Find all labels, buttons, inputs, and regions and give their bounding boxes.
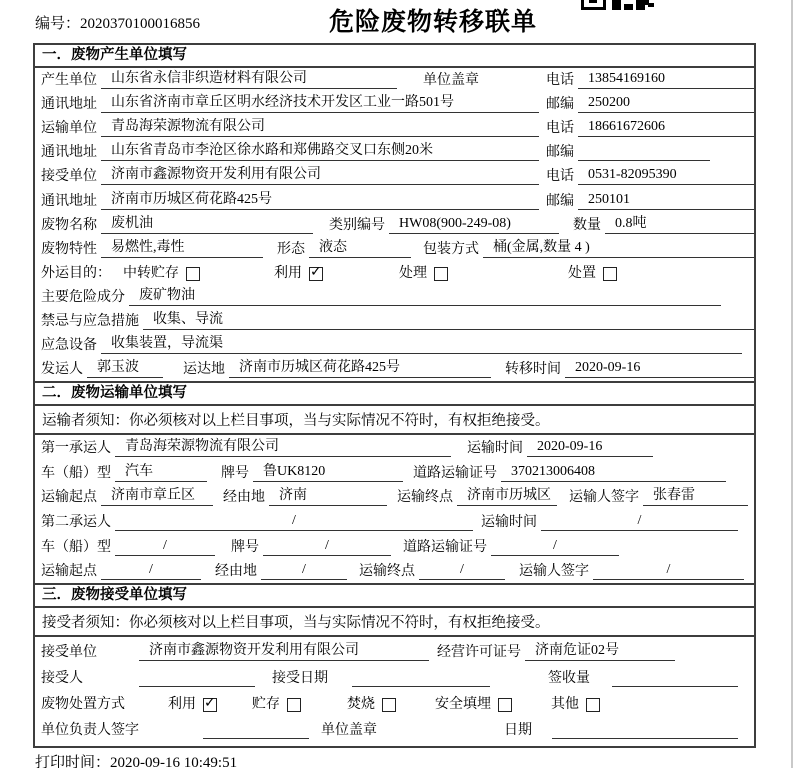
checkbox-disposal-tianmai-icon [498, 698, 512, 712]
taboo-field: 收集、导流 [143, 308, 754, 330]
form-field: 液态 [309, 236, 411, 258]
qty-field: 0.8吨 [605, 212, 754, 234]
receive-zip-field: 250101 [578, 192, 754, 210]
manifest-form [33, 43, 756, 748]
transfer-time-field: 2020-09-16 [565, 360, 754, 378]
produce-unit-label: 产生单位 [41, 73, 97, 89]
transfer-time-label: 转移时间 [505, 362, 561, 378]
purpose-option-chuzhi [568, 262, 617, 282]
license-field: 济南危证02号 [525, 639, 675, 661]
via1-label: 经由地 [223, 490, 265, 506]
receive-phone-label: 电话 [546, 169, 574, 185]
purpose-liyong-label: 利用 [274, 265, 302, 281]
receive-unit-s3-label: 接受单位 [41, 644, 97, 660]
transport-time1-field: 2020-09-16 [527, 439, 653, 457]
waste-name-field: 废机油 [101, 212, 313, 234]
produce-unit-field: 山东省永信非织造材料有限公司 [101, 67, 397, 89]
purpose-zhongzhuan-label: 中转贮存 [123, 265, 179, 281]
via2-field: / [261, 562, 347, 580]
date-field [552, 737, 738, 739]
vehicle1-label: 车（船）型 [41, 465, 111, 481]
row-disposal [35, 690, 754, 716]
shipper-label: 发运人 [41, 362, 83, 378]
pack-label: 包装方式 [423, 241, 479, 257]
checkbox-disposal-liyong-checked-icon [203, 694, 217, 712]
equipment-field: 收集装置，导流渠 [101, 332, 742, 354]
plate2-label: 牌号 [231, 539, 259, 555]
taboo-label: 禁忌与应急措施 [41, 314, 139, 330]
hazard-field: 废矿物油 [129, 284, 721, 306]
transporter-notice: 运输者须知：你必须核对以上栏目事项，当与实际情况不符时，有权拒绝接受。 [35, 406, 754, 435]
vehicle2-field: / [115, 538, 215, 556]
transport-phone-field: 18661672606 [578, 119, 754, 137]
receive-date-label: 接受日期 [272, 670, 328, 686]
purpose-chuzhi-label: 处置 [568, 265, 596, 281]
checkbox-chuzhi-icon [603, 267, 617, 281]
checkbox-disposal-zhucun-icon [287, 698, 301, 712]
doc-number-value: 2020370100016856 [80, 16, 201, 32]
transport-address-field: 山东省青岛市李沧区徐水路和郑佛路交叉口东侧20米 [101, 139, 539, 161]
row-receive-unit [35, 164, 754, 188]
row-route2 [35, 559, 754, 584]
row-receiver [35, 664, 754, 690]
receiver-field [139, 685, 255, 687]
qr-code-fragment [581, 0, 657, 10]
transport-zip-field [578, 159, 710, 161]
origin1-label: 运输起点 [41, 490, 97, 506]
receive-phone-field: 0531-82095390 [578, 167, 754, 185]
row-receive-address [35, 188, 754, 212]
dest-label: 运达地 [183, 362, 225, 378]
row-equipment [35, 333, 754, 357]
receive-date-field [352, 685, 490, 687]
road-permit1-label: 道路运输证号 [413, 465, 497, 481]
produce-phone-label: 电话 [546, 73, 574, 89]
seal-s3-label: 单位盖章 [321, 723, 377, 739]
license-label: 经营许可证号 [437, 644, 521, 660]
checkbox-liyong-checked-icon [309, 263, 323, 281]
check-mark-icon: ✓ [204, 694, 216, 711]
section2-header: 二．废物运输单位填写 [35, 381, 754, 406]
receive-unit-field: 济南市鑫源物资开发利用有限公司 [101, 163, 539, 185]
page-right-edge [791, 0, 793, 768]
transport-zip-label: 邮编 [546, 145, 574, 161]
plate1-field: 鲁UK8120 [253, 460, 403, 482]
vehicle1-field: 汽车 [115, 460, 207, 482]
transport-time2-field: / [541, 513, 738, 531]
transport-time1-label: 运输时间 [467, 440, 523, 456]
unit-seal-label: 单位盖章 [423, 73, 479, 89]
road-permit2-label: 道路运输证号 [403, 539, 487, 555]
via2-label: 经由地 [215, 564, 257, 580]
row-vehicle2 [35, 534, 754, 559]
row-transport-address [35, 140, 754, 164]
page-title: 危险废物转移联单 [328, 8, 537, 36]
form-label: 形态 [277, 241, 305, 257]
origin2-field: / [101, 562, 201, 580]
row-transport-unit [35, 116, 754, 140]
produce-address-label: 通讯地址 [41, 97, 97, 113]
transport-address-label: 通讯地址 [41, 145, 97, 161]
end2-field: / [419, 562, 505, 580]
row-carrier2 [35, 509, 754, 534]
produce-zip-field: 250200 [578, 95, 754, 113]
date-label: 日期 [504, 723, 532, 739]
disposal-label: 废物处置方式 [41, 696, 125, 712]
shipper-field: 郭玉波 [87, 356, 163, 378]
row-waste-name [35, 213, 754, 237]
end1-field: 济南市历城区 [457, 484, 557, 506]
print-time-label: 打印时间： [35, 755, 111, 768]
disposal-option-tianmai [435, 693, 512, 713]
character-field: 易燃性,毒性 [101, 236, 263, 258]
dest-field: 济南市历城区荷花路425号 [229, 356, 491, 378]
receive-address-field: 济南市历城区荷花路425号 [101, 188, 539, 210]
qty-label: 数量 [573, 217, 601, 233]
row-head-sign [35, 716, 754, 742]
purpose-label: 外运目的： [41, 265, 111, 281]
category-field: HW08(900-249-08) [389, 216, 559, 234]
sign2-label: 运输人签字 [519, 564, 589, 580]
plate1-label: 牌号 [221, 465, 249, 481]
end1-label: 运输终点 [397, 490, 453, 506]
carrier1-label: 第一承运人 [41, 440, 111, 456]
produce-phone-field: 13854169160 [578, 71, 754, 89]
transport-time2-label: 运输时间 [481, 514, 537, 530]
purpose-option-chuli [399, 262, 448, 282]
receive-unit-label: 接受单位 [41, 169, 97, 185]
carrier2-field: / [115, 513, 473, 531]
pack-field: 桶(金属,数量 4 ) [483, 236, 754, 258]
sign1-label: 运输人签字 [569, 490, 639, 506]
check-mark-icon: ✓ [310, 263, 322, 280]
row-purpose [35, 261, 754, 285]
receive-address-label: 通讯地址 [41, 193, 97, 209]
transport-unit-field: 青岛海荣源物流有限公司 [101, 115, 539, 137]
disposal-option-zhucun [252, 693, 301, 713]
equipment-label: 应急设备 [41, 338, 97, 354]
head-sign-label: 单位负责人签字 [41, 723, 139, 739]
plate2-field: / [263, 538, 391, 556]
receive-zip-label: 邮编 [546, 193, 574, 209]
category-label: 类别编号 [329, 217, 385, 233]
produce-zip-label: 邮编 [546, 97, 574, 113]
sign1-field: 张春雷 [643, 484, 748, 506]
disposal-option-liyong [168, 693, 217, 713]
carrier1-field: 青岛海荣源物流有限公司 [115, 435, 451, 457]
doc-number-label: 编号： [35, 16, 81, 32]
road-permit1-field: 370213006408 [501, 464, 726, 482]
hazard-label: 主要危险成分 [41, 289, 125, 305]
disposal-zhucun-label: 贮存 [252, 696, 280, 712]
row-produce-address [35, 92, 754, 116]
road-permit2-field: / [491, 538, 619, 556]
character-label: 废物特性 [41, 241, 97, 257]
receiver-label: 接受人 [41, 670, 83, 686]
purpose-option-liyong [274, 262, 323, 282]
checkbox-zhongzhuan-icon [186, 267, 200, 281]
section3-header: 三．废物接受单位填写 [35, 583, 754, 608]
origin2-label: 运输起点 [41, 564, 97, 580]
vehicle2-label: 车（船）型 [41, 539, 111, 555]
sign2-field: / [593, 562, 744, 580]
carrier2-label: 第二承运人 [41, 514, 111, 530]
row-waste-character [35, 237, 754, 261]
row-taboo [35, 309, 754, 333]
disposal-fenshao-label: 焚烧 [347, 696, 375, 712]
section1-header: 一．废物产生单位填写 [35, 45, 754, 68]
sign-qty-label: 签收量 [548, 670, 590, 686]
disposal-option-qita [551, 693, 600, 713]
print-time-line [35, 751, 237, 768]
checkbox-chuli-icon [434, 267, 448, 281]
row-produce-unit [35, 68, 754, 92]
disposal-qita-label: 其他 [551, 696, 579, 712]
waste-name-label: 废物名称 [41, 217, 97, 233]
purpose-chuli-label: 处理 [399, 265, 427, 281]
receiver-notice: 接受者须知：你必须核对以上栏目事项，当与实际情况不符时，有权拒绝接受。 [35, 608, 754, 637]
receive-unit-s3-field: 济南市鑫源物资开发利用有限公司 [139, 639, 429, 661]
print-time-value: 2020-09-16 10:49:51 [110, 755, 238, 768]
row-route1 [35, 485, 754, 510]
produce-address-field: 山东省济南市章丘区明水经济技术开发区工业一路501号 [101, 91, 539, 113]
head-sign-field [203, 737, 309, 739]
disposal-tianmai-label: 安全填埋 [435, 696, 491, 712]
row-receive-unit-s3 [35, 637, 754, 663]
disposal-option-fenshao [347, 693, 396, 713]
via1-field: 济南 [269, 484, 387, 506]
transport-phone-label: 电话 [546, 121, 574, 137]
transport-unit-label: 运输单位 [41, 121, 97, 137]
row-shipper [35, 357, 754, 381]
end2-label: 运输终点 [359, 564, 415, 580]
row-carrier1 [35, 435, 754, 460]
row-hazard [35, 285, 754, 309]
checkbox-disposal-qita-icon [586, 698, 600, 712]
purpose-option-zhongzhuan [123, 262, 200, 282]
sign-qty-field [612, 685, 738, 687]
checkbox-disposal-fenshao-icon [382, 698, 396, 712]
row-vehicle1 [35, 460, 754, 485]
origin1-field: 济南市章丘区 [101, 484, 213, 506]
disposal-liyong-label: 利用 [168, 696, 196, 712]
